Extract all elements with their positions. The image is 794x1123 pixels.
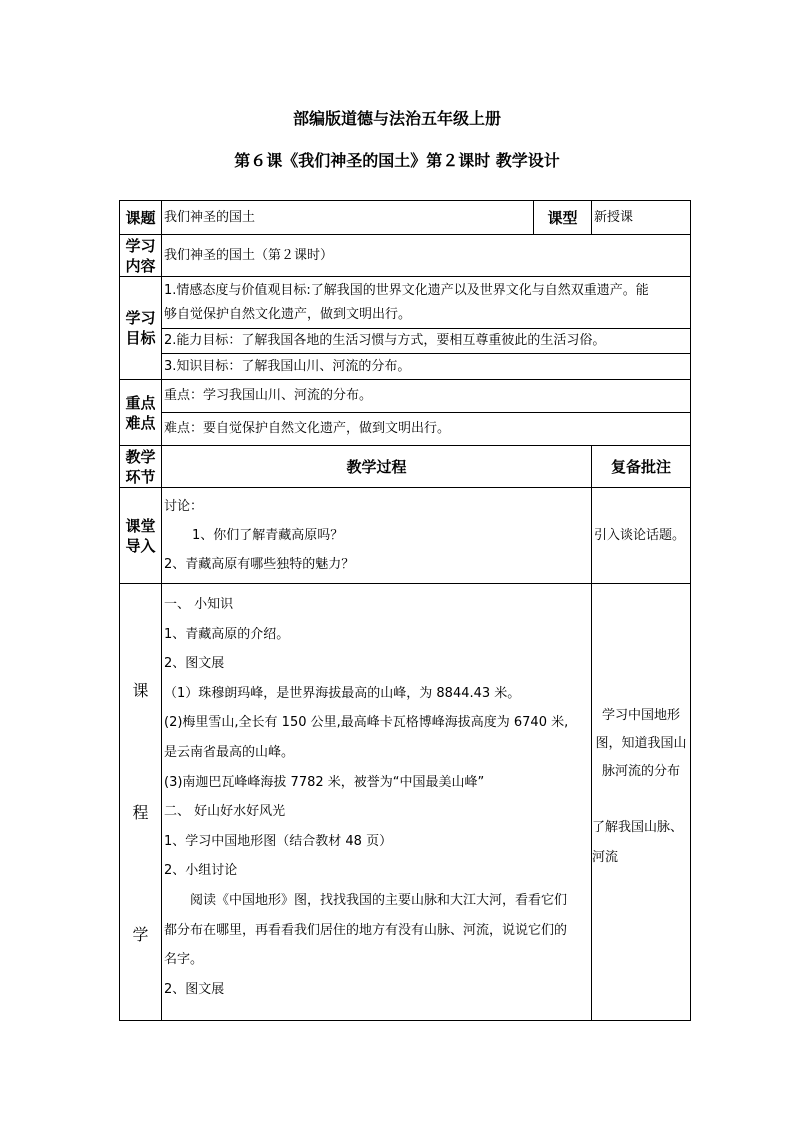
process-line: (3)南迦巴瓦峰峰海拔 7782 米，被誉为“中国最美山峰” <box>164 774 485 790</box>
process-line: 二、 好山好水好风光 <box>164 804 286 820</box>
process-line: 是云南省最高的山峰。 <box>164 744 295 760</box>
process-line: 1、学习中国地形图（结合教材 48 页） <box>164 833 393 849</box>
lesson-plan-table <box>119 200 691 1021</box>
note-mountains-rivers: 了解我国山脉、 河流 <box>592 820 684 865</box>
row-section-header <box>120 446 691 488</box>
intro-label: 课堂 导入 <box>120 488 162 584</box>
key-point: 重点：学习我国山川、河流的分布。 <box>162 380 691 413</box>
process-line: 一、 小知识 <box>164 597 234 612</box>
row-goal-3 <box>120 354 691 380</box>
process-line: 都分布在哪里，再看看我们居住的地方有没有山脉、河流，说说它们的 <box>164 922 568 938</box>
process-header: 教学过程 <box>162 446 592 488</box>
goal-ability: 2.能力目标：了解我国各地的生活习惯与方式，要相互尊重彼此的生活习俗。 <box>162 329 691 354</box>
row-process <box>120 584 691 1021</box>
process-line: 2、图文展 <box>164 656 225 672</box>
lesson-type-value: 新授课 <box>592 201 691 235</box>
document-title: 部编版道德与法治五年级上册 <box>292 109 501 128</box>
row-content <box>120 235 691 277</box>
intro-note: 引入谈论话题。 <box>592 488 691 584</box>
notes-header: 复备批注 <box>592 446 691 488</box>
process-line: 名字。 <box>164 952 204 968</box>
process-content <box>162 584 592 1021</box>
process-line: (2)梅里雪山,全长有 150 公里,最高峰卡瓦格博峰海拔高度为 6740 米, <box>164 715 569 731</box>
topic-value: 我们神圣的国土 <box>162 201 534 235</box>
intro-content: 讨论： 1、你们了解青藏高原吗？ 2、青藏高原有哪些独特的魅力？ <box>162 488 592 584</box>
goal-emotion: 1.情感态度与价值观目标:了解我国的世界文化遗产以及世界文化与自然双重遗产。能 够自觉保护自然文化遗产，做到文明出行。 <box>162 277 691 329</box>
row-goal-1 <box>120 277 691 329</box>
process-notes <box>592 584 691 1021</box>
row-key <box>120 380 691 413</box>
content-label: 学习 内容 <box>120 235 162 277</box>
row-goal-2 <box>120 329 691 354</box>
content-value: 我们神圣的国土（第２课时） <box>162 235 691 277</box>
row-topic <box>120 201 691 235</box>
process-line: 1、青藏高原的介绍。 <box>164 626 290 642</box>
lesson-type-label: 课型 <box>534 201 592 235</box>
topic-label: 课题 <box>120 201 162 235</box>
process-line: 2、图文展 <box>164 981 225 997</box>
process-line: 2、小组讨论 <box>164 863 238 879</box>
note-map-study: 学习中国地形 图，知道我国山 脉河流的分布 <box>595 708 687 779</box>
process-line: 阅读《中国地形》图，找找我国的主要山脉和大江大河，看看它们 <box>164 892 568 908</box>
row-intro <box>120 488 691 584</box>
keypoints-label: 重点 难点 <box>120 380 162 446</box>
goal-knowledge: 3.知识目标：了解我国山川、河流的分布。 <box>162 354 691 380</box>
difficult-point: 难点：要自觉保护自然文化遗产，做到文明出行。 <box>162 413 691 446</box>
row-difficult <box>120 413 691 446</box>
process-line: （1）珠穆朗玛峰，是世界海拔最高的山峰，为 8844.43 米。 <box>164 685 521 701</box>
document-subtitle: 第６课《我们神圣的国土》第２课时 教学设计 <box>234 151 560 170</box>
goals-label: 学习 目标 <box>120 277 162 380</box>
process-stage-label: 课 程 学 <box>120 584 162 1021</box>
stage-label: 教学 环节 <box>120 446 162 488</box>
